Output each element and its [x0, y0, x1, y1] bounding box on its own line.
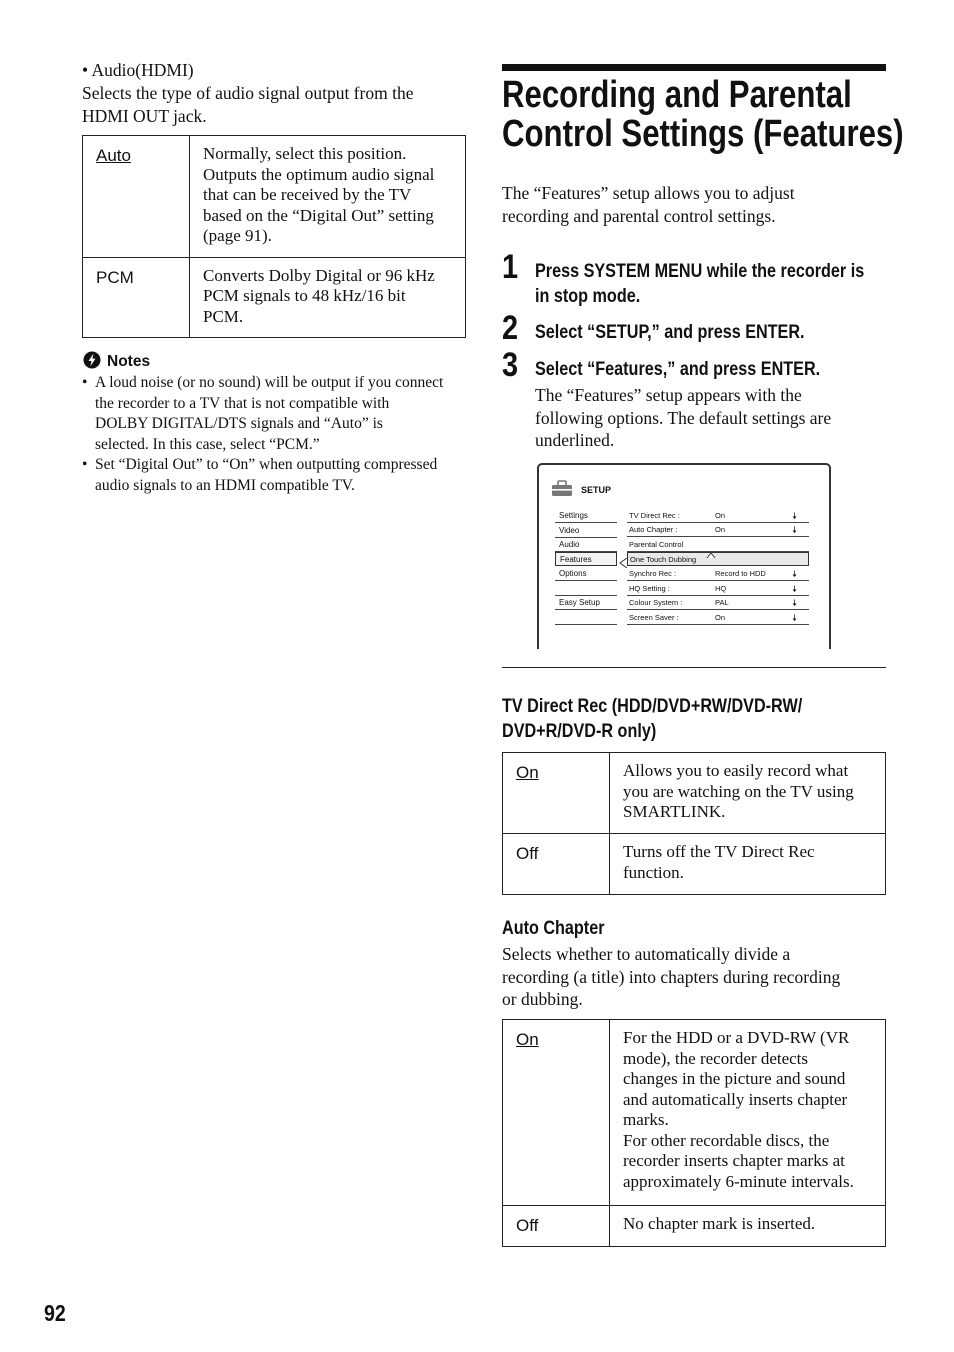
- desc-line: For the HDD or a DVD-RW (VR: [623, 1028, 850, 1047]
- setting-value: On: [715, 613, 726, 622]
- setting-value: HQ: [715, 584, 727, 593]
- menu-item-blank[interactable]: [555, 611, 617, 625]
- desc-line: Outputs the optimum audio signal: [203, 164, 435, 184]
- setting-value: On: [715, 511, 726, 520]
- desc-line: No chapter mark is inserted.: [623, 1214, 816, 1233]
- note-item: [82, 373, 472, 455]
- step-2-line-1: Select “SETUP,” and press ENTER.: [535, 321, 805, 343]
- setting-label: HQ Setting :: [629, 584, 670, 593]
- auto-chapter-table: [502, 1019, 886, 1247]
- section-title-tv-direct-rec-2: DVD+R/DVD-R only): [502, 720, 657, 742]
- tv-direct-rec-table: [502, 752, 886, 895]
- desc-line: Turns off the TV Direct Rec: [623, 842, 815, 861]
- auto-chapter-intro-3: or dubbing.: [502, 989, 583, 1009]
- desc-line: SMARTLINK.: [623, 802, 726, 821]
- note-item: [82, 455, 472, 496]
- note-line: the recorder to a TV that is not compatible with: [95, 394, 390, 412]
- notes-icon: [83, 351, 101, 369]
- setting-value: On: [715, 525, 726, 534]
- desc-line: (page 91).: [203, 226, 272, 245]
- table-row: [503, 834, 886, 895]
- setting-value: PAL: [715, 598, 729, 607]
- section-title-auto-chapter: Auto Chapter: [502, 917, 605, 939]
- audio-hdmi-heading: • Audio(HDMI): [82, 60, 194, 80]
- setting-value: Record to HDD: [715, 569, 766, 578]
- setting-row-parental-control[interactable]: [627, 538, 809, 552]
- setting-label: TV Direct Rec :: [629, 511, 680, 520]
- setting-label: Auto Chapter :: [629, 525, 678, 534]
- desc-line: Allows you to easily record what: [623, 761, 849, 780]
- option-desc: [610, 1020, 886, 1206]
- step-1-line-1: Press SYSTEM MENU while the recorder is: [535, 260, 865, 282]
- step-3-desc-3: underlined.: [535, 430, 615, 450]
- option-key: [503, 1206, 610, 1247]
- down-arrow-icon: 🠇: [792, 511, 797, 521]
- step-3-desc-2: following options. The default settings are: [535, 408, 832, 428]
- setting-label: Parental Control: [629, 540, 684, 549]
- setting-label: One Touch Dubbing: [630, 555, 697, 564]
- desc-line: recorder inserts chapter marks at: [623, 1151, 845, 1170]
- desc-line: PCM.: [203, 306, 244, 326]
- note-line: audio signals to an HDMI compatible TV.: [95, 476, 355, 494]
- setting-row-auto-chapter[interactable]: [627, 523, 809, 537]
- down-arrow-icon: 🠇: [792, 598, 797, 608]
- table-row: [83, 136, 466, 258]
- auto-chapter-intro-1: Selects whether to automatically divide a: [502, 944, 791, 964]
- menu-item-audio[interactable]: Audio: [555, 538, 617, 552]
- option-desc: [190, 136, 466, 258]
- option-key: [503, 834, 610, 895]
- bullet: •: [82, 456, 88, 473]
- setting-row-tv-direct-rec[interactable]: [627, 509, 809, 523]
- option-desc: [190, 257, 466, 338]
- down-arrow-icon: 🠇: [792, 613, 797, 623]
- option-key: [83, 136, 190, 258]
- features-intro-1: The “Features” setup allows you to adjust: [502, 183, 795, 203]
- setting-label: Synchro Rec :: [629, 569, 677, 578]
- page-title-line-2: Control Settings (Features): [502, 113, 904, 155]
- menu-item-video[interactable]: Video: [555, 524, 617, 538]
- section-title-tv-direct-rec-1: TV Direct Rec (HDD/DVD+RW/DVD-RW/: [502, 695, 803, 717]
- option-key-label: Off: [516, 1216, 539, 1235]
- option-key: [503, 753, 610, 834]
- desc-line: For other recordable discs, the: [623, 1130, 830, 1150]
- note-line: A loud noise (or no sound) will be output if you connect: [95, 374, 444, 391]
- desc-line: approximately 6-minute intervals.: [623, 1171, 854, 1191]
- auto-chapter-intro-2: recording (a title) into chapters during recording: [502, 967, 841, 987]
- setting-row-hq-setting[interactable]: [627, 582, 809, 596]
- toolbox-icon: [551, 479, 573, 497]
- setting-row-synchro-rec[interactable]: [627, 567, 809, 581]
- desc-line: changes in the picture and sound: [623, 1069, 846, 1088]
- step-number: 3: [502, 346, 519, 384]
- table-row: [503, 1020, 886, 1206]
- table-row: [503, 1206, 886, 1247]
- step-3-desc-1: The “Features” setup appears with the: [535, 385, 802, 405]
- desc-line: PCM signals to 48 kHz/16 bit: [203, 286, 406, 305]
- audio-hdmi-intro-1: Selects the type of audio signal output from the: [82, 83, 414, 103]
- step-number: 1: [502, 248, 519, 286]
- desc-line: and automatically inserts chapter: [623, 1089, 848, 1109]
- option-key-label: On: [516, 1030, 539, 1049]
- features-intro-2: recording and parental control settings.: [502, 206, 776, 226]
- section-divider: [502, 667, 886, 668]
- desc-line: marks.: [623, 1110, 669, 1129]
- setting-row-screen-saver[interactable]: [627, 611, 809, 625]
- menu-item-easy-setup[interactable]: Easy Setup: [555, 596, 617, 610]
- title-rule: [502, 64, 886, 71]
- setting-row-one-touch-dubbing[interactable]: [627, 552, 809, 566]
- table-row: [503, 753, 886, 834]
- down-arrow-icon: 🠇: [792, 569, 797, 579]
- menu-item-features[interactable]: Features: [555, 552, 617, 566]
- audio-hdmi-intro-2: HDMI OUT jack.: [82, 106, 207, 126]
- option-key-label: Auto: [96, 146, 131, 165]
- menu-item-blank[interactable]: [555, 582, 617, 596]
- desc-line: Converts Dolby Digital or 96 kHz: [203, 265, 435, 285]
- desc-line: function.: [623, 862, 684, 882]
- setting-label: Colour System :: [629, 598, 683, 607]
- note-line: Set “Digital Out” to “On” when outputting compressed: [95, 456, 438, 473]
- desc-line: you are watching on the TV using: [623, 781, 854, 801]
- page-title-line-1: Recording and Parental: [502, 74, 852, 116]
- desc-line: Normally, select this position.: [203, 144, 407, 163]
- option-key: [83, 257, 190, 338]
- option-key-label: Off: [516, 844, 539, 863]
- notes-title: Notes: [107, 353, 151, 370]
- setting-row-colour-system[interactable]: [627, 596, 809, 610]
- option-desc: [610, 1206, 886, 1247]
- note-line: selected. In this case, select “PCM.”: [95, 435, 320, 453]
- down-arrow-icon: 🠇: [792, 584, 797, 594]
- pointer-icon: [619, 555, 627, 565]
- desc-line: that can be received by the TV: [203, 185, 412, 204]
- option-key: [503, 1020, 610, 1206]
- option-desc: [610, 834, 886, 895]
- setting-label: Screen Saver :: [629, 613, 679, 622]
- page-number: 92: [44, 1300, 66, 1326]
- step-1-line-2: in stop mode.: [535, 285, 641, 307]
- menu-item-options[interactable]: Options: [555, 567, 617, 581]
- option-key-label: On: [516, 763, 539, 782]
- step-3-line-1: Select “Features,” and press ENTER.: [535, 358, 821, 380]
- desc-line: based on the “Digital Out” setting: [203, 205, 434, 225]
- step-number: 2: [502, 309, 519, 347]
- setup-title: SETUP: [581, 485, 612, 495]
- up-caret-icon: [706, 546, 716, 554]
- bullet: •: [82, 374, 88, 391]
- note-line: DOLBY DIGITAL/DTS signals and “Auto” is: [95, 415, 383, 432]
- audio-hdmi-table: [82, 135, 466, 338]
- option-key-label: PCM: [96, 267, 134, 287]
- table-row: [83, 257, 466, 338]
- desc-line: mode), the recorder detects: [623, 1048, 809, 1068]
- option-desc: [610, 753, 886, 834]
- menu-item-settings[interactable]: Settings: [555, 509, 617, 523]
- setup-screen-illustration: [537, 463, 831, 649]
- down-arrow-icon: 🠇: [792, 525, 797, 535]
